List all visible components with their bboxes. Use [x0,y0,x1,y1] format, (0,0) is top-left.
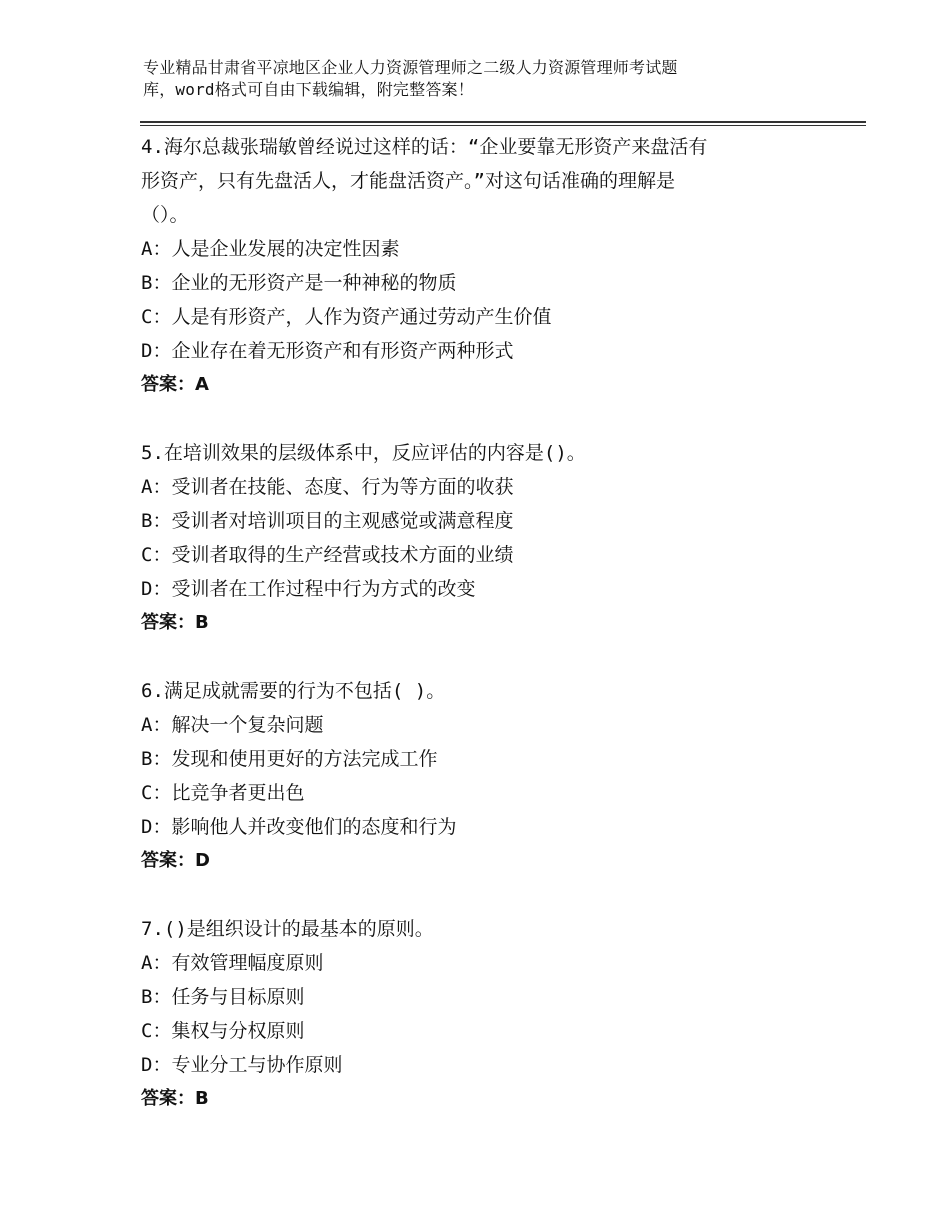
option-d: D：企业存在着无形资产和有形资产两种形式 [141,340,514,362]
answer-label: 答案：D [141,850,210,871]
answer-label: 答案：A [141,374,209,395]
answer-label: 答案：B [141,612,209,633]
option-d: D：受训者在工作过程中行为方式的改变 [141,578,476,600]
question-text-line: 7.()是组织设计的最基本的原则。 [141,918,434,940]
question-block [141,130,841,402]
option-c: C：人是有形资产，人作为资产通过劳动产生价值 [141,306,552,328]
option-b: B：任务与目标原则 [141,986,305,1008]
option-a: A：人是企业发展的决定性因素 [141,238,400,260]
question-gap [141,878,841,912]
option-b: B：企业的无形资产是一种神秘的物质 [141,272,457,294]
header-rule-thin [140,125,866,126]
question-block [141,674,841,878]
option-a: A：有效管理幅度原则 [141,952,324,974]
header-line-1: 专业精品甘肃省平凉地区企业人力资源管理师之二级人力资源管理师考试题 [143,58,678,77]
question-gap [141,402,841,436]
question-block [141,912,841,1116]
answer-label: 答案：B [141,1088,209,1109]
question-list [141,130,841,1116]
option-d: D：专业分工与协作原则 [141,1054,343,1076]
question-gap [141,640,841,674]
question-text-line: （）。 [141,204,189,226]
question-text-line: 6.满足成就需要的行为不包括( )。 [141,680,446,702]
question-text-line: 形资产，只有先盘活人，才能盘活资产。”对这句话准确的理解是 [141,170,675,192]
option-c: C：集权与分权原则 [141,1020,305,1042]
option-b: B：受训者对培训项目的主观感觉或满意程度 [141,510,514,532]
question-text-line: 4.海尔总裁张瑞敏曾经说过这样的话：“企业要靠无形资产来盘活有 [141,136,708,158]
option-a: A：解决一个复杂问题 [141,714,324,736]
document-header [143,57,783,101]
option-c: C：受训者取得的生产经营或技术方面的业绩 [141,544,514,566]
header-rule [140,121,866,123]
header-line-2: 库，word格式可自由下载编辑，附完整答案！ [143,80,474,99]
question-text-line: 5.在培训效果的层级体系中，反应评估的内容是()。 [141,442,586,464]
option-b: B：发现和使用更好的方法完成工作 [141,748,438,770]
option-a: A：受训者在技能、态度、行为等方面的收获 [141,476,514,498]
option-c: C：比竞争者更出色 [141,782,305,804]
question-block [141,436,841,640]
option-d: D：影响他人并改变他们的态度和行为 [141,816,457,838]
